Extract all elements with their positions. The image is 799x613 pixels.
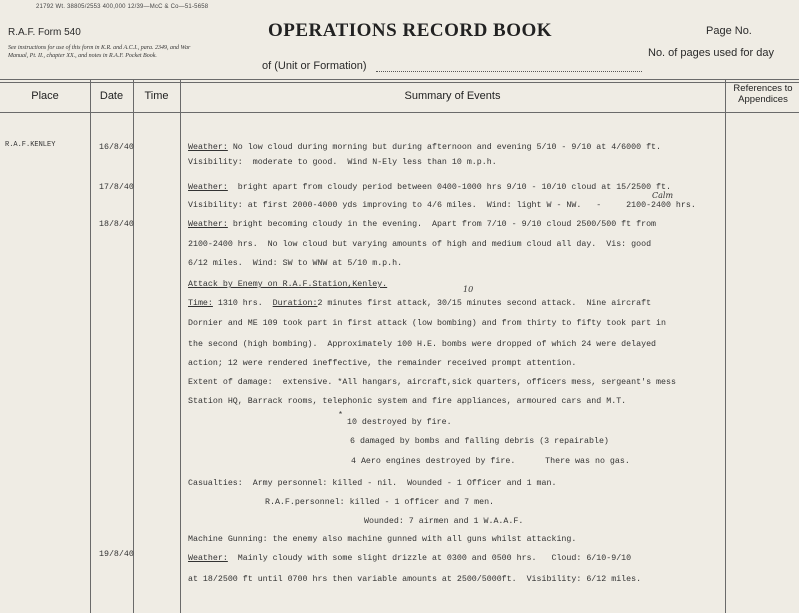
summary-line: 2100-2400 hrs. No low cloud but varying amounts of high and medium cloud all day. Vis: good [188, 240, 652, 249]
table-top-rule [0, 79, 799, 80]
summary-line: Weather: bright becoming cloudy in the evening. Apart from 7/10 - 9/10 cloud 2500/500 ft from [188, 220, 657, 229]
date-18-aug: 18/8/40 [99, 220, 134, 229]
asterisk-mark: * [338, 411, 343, 420]
unit-field-line [376, 71, 642, 72]
date-19-aug: 19/8/40 [99, 550, 134, 559]
col-header-references: References to Appendices [733, 83, 793, 105]
col-divider-time [180, 79, 181, 613]
summary-line: Visibility: moderate to good. Wind N-Ely less than 10 m.p.h. [188, 158, 497, 167]
summary-line: 6/12 miles. Wind: SW to WNW at 5/10 m.p.h. [188, 259, 403, 268]
summary-line: 4 Aero engines destroyed by fire. There was no gas. [351, 457, 630, 466]
col-header-time: Time [144, 90, 169, 102]
col-header-summary: Summary of Events [404, 90, 501, 102]
summary-line: R.A.F.personnel: killed - 1 officer and 7 men. [265, 498, 495, 507]
handwritten-correction: 10 [463, 285, 474, 294]
unit-label: of (Unit or Formation) [262, 60, 367, 72]
summary-line: the second (high bombing). Approximately 100 H.E. bombs were dropped of which 24 were delayed [188, 340, 657, 349]
header-bottom-rule [0, 112, 799, 113]
summary-line: 6 damaged by bombs and falling debris (3 repairable) [350, 437, 609, 446]
table-top-rule-double [0, 82, 799, 83]
col-header-place: Place [31, 90, 59, 102]
summary-line: Extent of damage: extensive. *All hangars, aircraft,sick quarters, officers mess, sergeant's mess [188, 378, 676, 387]
handwritten-correction: Calm [652, 191, 674, 200]
page-number-label: Page No. [706, 25, 752, 37]
summary-line: Wounded: 7 airmen and 1 W.A.A.F. [364, 517, 524, 526]
col-header-date: Date [99, 90, 124, 102]
place-entry: R.A.F.KENLEY [5, 141, 56, 149]
summary-line: action; 12 were rendered ineffective, the remainder received prompt attention. [188, 359, 577, 368]
summary-line: Dornier and ME 109 took part in first attack (low bombing) and from thirty to fifty took part in [188, 319, 666, 328]
summary-line: Weather: No low cloud during morning but during afternoon and evening 5/10 - 9/10 at 4/6000 ft. [188, 143, 662, 152]
date-17-aug: 17/8/40 [99, 183, 134, 192]
print-number: 21792 Wt. 38805/2553 400,000 12/39—McC & Co—51-5658 [36, 4, 209, 10]
col-divider-summary [725, 79, 726, 613]
col-divider-date [133, 79, 134, 613]
form-instructions: See instructions for use of this form in K.R. and A.C.I., para. 2349, and War Manual, Pt. II., chapter XX., and notes in R.A.F. Pocket Book. [8, 45, 191, 59]
summary-line: Visibility: at first 2000-4000 yds improving to 4/6 miles. Wind: light W - NW. - 2100-2400 hrs. [188, 201, 696, 210]
summary-line: at 18/2500 ft until 0700 hrs then variable amounts at 2500/5000ft. Visibility: 6/12 miles. [188, 575, 642, 584]
summary-line: Machine Gunning: the enemy also machine gunned with all guns whilst attacking. [188, 535, 577, 544]
attack-heading: Attack by Enemy on R.A.F.Station,Kenley. [188, 280, 388, 289]
pages-used-label: No. of pages used for day [648, 47, 774, 59]
summary-line: Station HQ, Barrack rooms, telephonic system and fire appliances, armoured cars and M.T. [188, 397, 627, 406]
summary-line: 10 destroyed by fire. [347, 418, 452, 427]
summary-line: Time: 1310 hrs. Duration:2 minutes first attack, 30/15 minutes second attack. Nine aircraft [188, 299, 652, 308]
page-title: OPERATIONS RECORD BOOK [268, 20, 553, 41]
col-divider-place [90, 79, 91, 613]
form-label: R.A.F. Form 540 [8, 27, 81, 38]
date-16-aug: 16/8/40 [99, 143, 134, 152]
summary-line: Weather: bright apart from cloudy period between 0400-1000 hrs 9/10 - 10/10 cloud at 15/2500 ft. [188, 183, 671, 192]
summary-line: Weather: Mainly cloudy with some slight drizzle at 0300 and 0500 hrs. Cloud: 6/10-9/10 [188, 554, 632, 563]
summary-line: Casualties: Army personnel: killed - nil. Wounded - 1 Officer and 1 man. [188, 479, 557, 488]
